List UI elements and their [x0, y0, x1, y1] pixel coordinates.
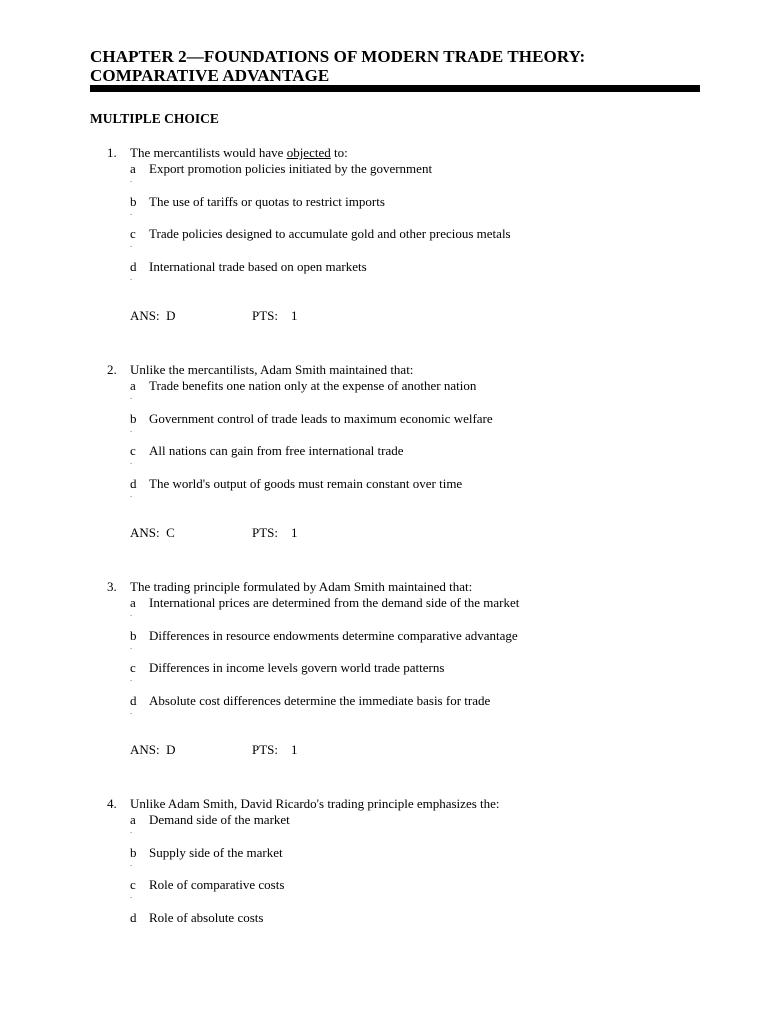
chapter-title: CHAPTER 2—FOUNDATIONS OF MODERN TRADE THEORY: COMPARATIVE ADVANTAGE — [90, 47, 586, 85]
points-label: PTS: 1 — [252, 524, 298, 540]
question-number: 4. — [107, 796, 117, 811]
choice-text: Trade benefits one nation only at the expense of another nation — [149, 378, 477, 393]
choice-marker: . — [130, 489, 133, 500]
points-value: 1 — [291, 524, 298, 540]
choice-marker: . — [130, 825, 133, 835]
choice-text: International trade based on open markets — [149, 259, 367, 275]
answer-value: D — [166, 307, 176, 323]
choice-text: Differences in resource endowments determine comparative advantage — [149, 627, 518, 643]
question-number: 2. — [107, 362, 117, 377]
points-value: 1 — [291, 307, 298, 323]
answer-label: ANS: D — [130, 307, 176, 323]
points-label: PTS: 1 — [252, 307, 298, 323]
choice-b — [90, 628, 710, 661]
question-4 — [90, 796, 710, 943]
choice-a — [90, 595, 710, 628]
question-3 — [90, 579, 710, 758]
question-text: The trading principle formulated by Adam Smith maintained that: — [130, 579, 473, 594]
question-number: 3. — [107, 579, 117, 594]
choice-marker: . — [130, 423, 133, 434]
choice-letter: d — [130, 910, 137, 926]
choice-letter: a — [130, 378, 136, 393]
answer-label: ANS: D — [130, 741, 176, 757]
answer-value: C — [166, 524, 175, 540]
choice-marker: . — [130, 673, 133, 684]
choice-marker: . — [130, 706, 133, 717]
choice-a — [90, 378, 710, 411]
choice-c — [90, 443, 710, 476]
question-2 — [90, 362, 710, 541]
choice-text: Supply side of the market — [149, 844, 283, 860]
choice-text: International prices are determined from the demand side of the market — [149, 595, 520, 610]
choice-letter: a — [130, 812, 136, 827]
question-stem — [90, 579, 710, 595]
choice-marker: . — [130, 857, 133, 868]
choice-b — [90, 845, 710, 878]
choice-a — [90, 812, 710, 845]
choice-letter: d — [130, 259, 137, 275]
choice-d — [90, 910, 710, 943]
choice-marker: . — [130, 608, 133, 618]
points-label: PTS: 1 — [252, 741, 298, 757]
underlined-word: objected — [286, 145, 331, 160]
question-stem — [90, 796, 710, 812]
question-1 — [90, 145, 710, 324]
choice-marker: . — [130, 640, 133, 651]
question-text: Unlike the mercantilists, Adam Smith maintained that: — [130, 362, 414, 377]
choice-text: The use of tariffs or quotas to restrict imports — [149, 193, 385, 209]
choice-text: Differences in income levels govern world trade patterns — [149, 660, 445, 676]
section-heading: MULTIPLE CHOICE — [90, 111, 219, 126]
choice-letter: d — [130, 476, 137, 492]
choice-marker: . — [130, 890, 133, 901]
question-text: The mercantilists would have objected to: — [130, 145, 348, 160]
choice-letter: c — [130, 660, 136, 676]
choice-text: All nations can gain from free international trade — [149, 443, 404, 459]
points-value: 1 — [291, 741, 298, 757]
answer-row — [90, 742, 710, 758]
choice-text: Role of absolute costs — [149, 910, 264, 926]
answer-row — [90, 525, 710, 541]
choice-d — [90, 476, 710, 509]
choice-text: Trade policies designed to accumulate gold and other precious metals — [149, 226, 511, 242]
choice-d — [90, 693, 710, 726]
choice-marker: . — [130, 456, 133, 467]
answer-value: D — [166, 741, 176, 757]
choice-letter: c — [130, 226, 136, 242]
choice-letter: c — [130, 877, 136, 893]
choice-a — [90, 161, 710, 194]
question-stem — [90, 362, 710, 378]
choice-marker: . — [130, 174, 133, 184]
choice-text: Export promotion policies initiated by the government — [149, 161, 433, 176]
choice-c — [90, 660, 710, 693]
choice-text: Role of comparative costs — [149, 877, 285, 893]
choice-text: The world's output of goods must remain constant over time — [149, 476, 463, 492]
choice-text: Government control of trade leads to maximum economic welfare — [149, 410, 493, 426]
choice-text: Demand side of the market — [149, 812, 290, 827]
choice-letter: b — [130, 193, 137, 209]
choice-letter: b — [130, 844, 137, 860]
choice-marker: . — [130, 272, 133, 283]
choice-text: Absolute cost differences determine the immediate basis for trade — [149, 693, 491, 709]
choice-letter: d — [130, 693, 137, 709]
choice-b — [90, 411, 710, 444]
answer-row — [90, 308, 710, 324]
choice-d — [90, 259, 710, 292]
choice-letter: a — [130, 595, 136, 610]
title-rule — [90, 85, 700, 92]
choice-marker: . — [130, 206, 133, 217]
choice-letter: a — [130, 161, 136, 176]
choice-letter: c — [130, 443, 136, 459]
choice-b — [90, 194, 710, 227]
choice-c — [90, 877, 710, 910]
answer-label: ANS: C — [130, 524, 175, 540]
choice-marker: . — [130, 239, 133, 250]
choice-letter: b — [130, 410, 137, 426]
question-number: 1. — [107, 145, 117, 160]
choice-marker: . — [130, 391, 133, 401]
question-stem — [90, 145, 710, 161]
choice-letter: b — [130, 627, 137, 643]
question-text: Unlike Adam Smith, David Ricardo's trading principle emphasizes the: — [130, 796, 500, 811]
choice-c — [90, 226, 710, 259]
